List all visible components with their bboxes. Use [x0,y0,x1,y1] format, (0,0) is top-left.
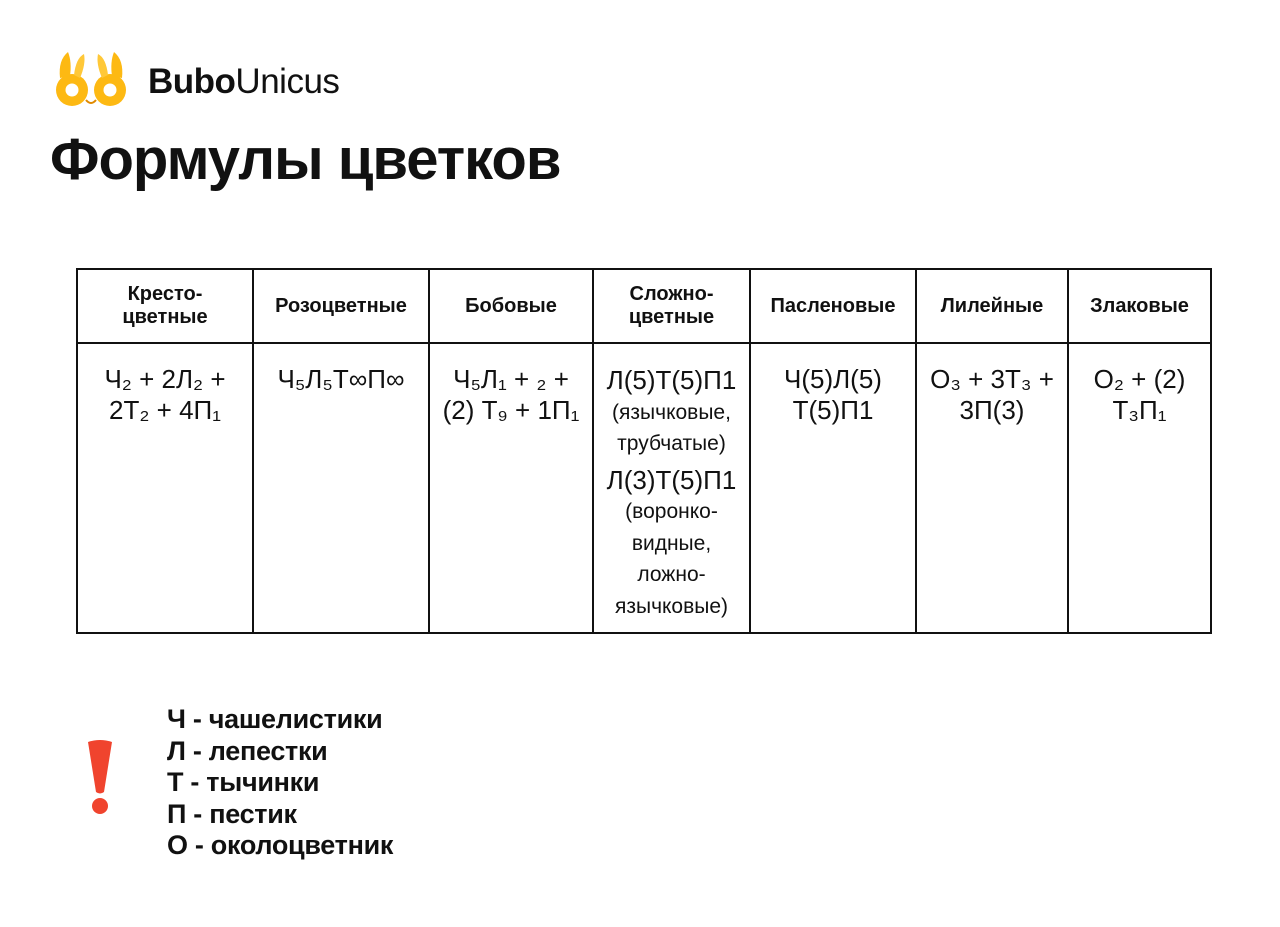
legend-item: П - пестик [167,798,297,829]
flower-formulas-table [76,268,1212,634]
brand-name-regular: Unicus [235,61,340,101]
cell-bobovye [429,343,593,633]
header-krestocvetnye [77,269,253,343]
header-lileynye [916,269,1068,343]
table-row [77,343,1211,633]
formula-text: Ч(5)Л(5) Т(5)П1 [784,364,882,426]
brand-name [148,61,340,101]
legend-item: О - околоцветник [167,830,394,860]
header-rozocvetnye [253,269,429,343]
brand [50,48,339,114]
formula-note: (воронко- видные, ложно- язычковые) [614,500,729,618]
header-bobovye [429,269,593,343]
formula-text: Ч₅Л₁ + ₂ + (2) Т₉ + 1П₁ [442,364,580,426]
brand-name-bold: Bubo [148,61,236,101]
cell-krestocvetnye [77,343,253,633]
header-label: Розоцветные [275,294,407,317]
legend-item: Т - тычинки [167,767,320,797]
legend-item: Ч - чашелистики [167,704,383,734]
header-label: Сложно- цветные [628,283,715,328]
formula-text: Л(3)Т(5)П1 [606,464,737,495]
formula-text: О₃ + 3Т₃ + 3П(3) [930,364,1054,426]
legend-item: Л - лепестки [167,735,328,766]
formula-text: Ч₅Л₅Т∞П∞ [277,364,405,394]
cell-paslenovye [750,343,916,633]
header-label: Бобовые [465,294,557,317]
ok-hands-emoji-icon [50,48,132,114]
exclamation-mark-icon [84,738,116,816]
formula-note: (язычковые, трубчатые) [612,400,731,455]
page-title: Формулы цветков [50,127,561,192]
formula-text: О₂ + (2) Т₃П₁ [1093,364,1186,426]
header-slozhnocvetnye [593,269,750,343]
header-label: Злаковые [1090,294,1189,317]
legend-list [167,704,393,862]
header-label: Кресто- цветные [122,283,208,328]
header-label: Пасленовые [770,294,896,317]
table-header-row [77,269,1211,343]
cell-zlakovye [1068,343,1211,633]
cell-lileynye [916,343,1068,633]
header-paslenovye [750,269,916,343]
header-zlakovye [1068,269,1211,343]
formula-text: Ч₂ + 2Л₂ + 2Т₂ + 4П₁ [104,364,226,426]
cell-rozocvetnye [253,343,429,633]
cell-slozhnocvetnye [593,343,750,633]
header-label: Лилейные [940,294,1044,317]
formula-text: Л(5)Т(5)П1 [606,365,737,395]
